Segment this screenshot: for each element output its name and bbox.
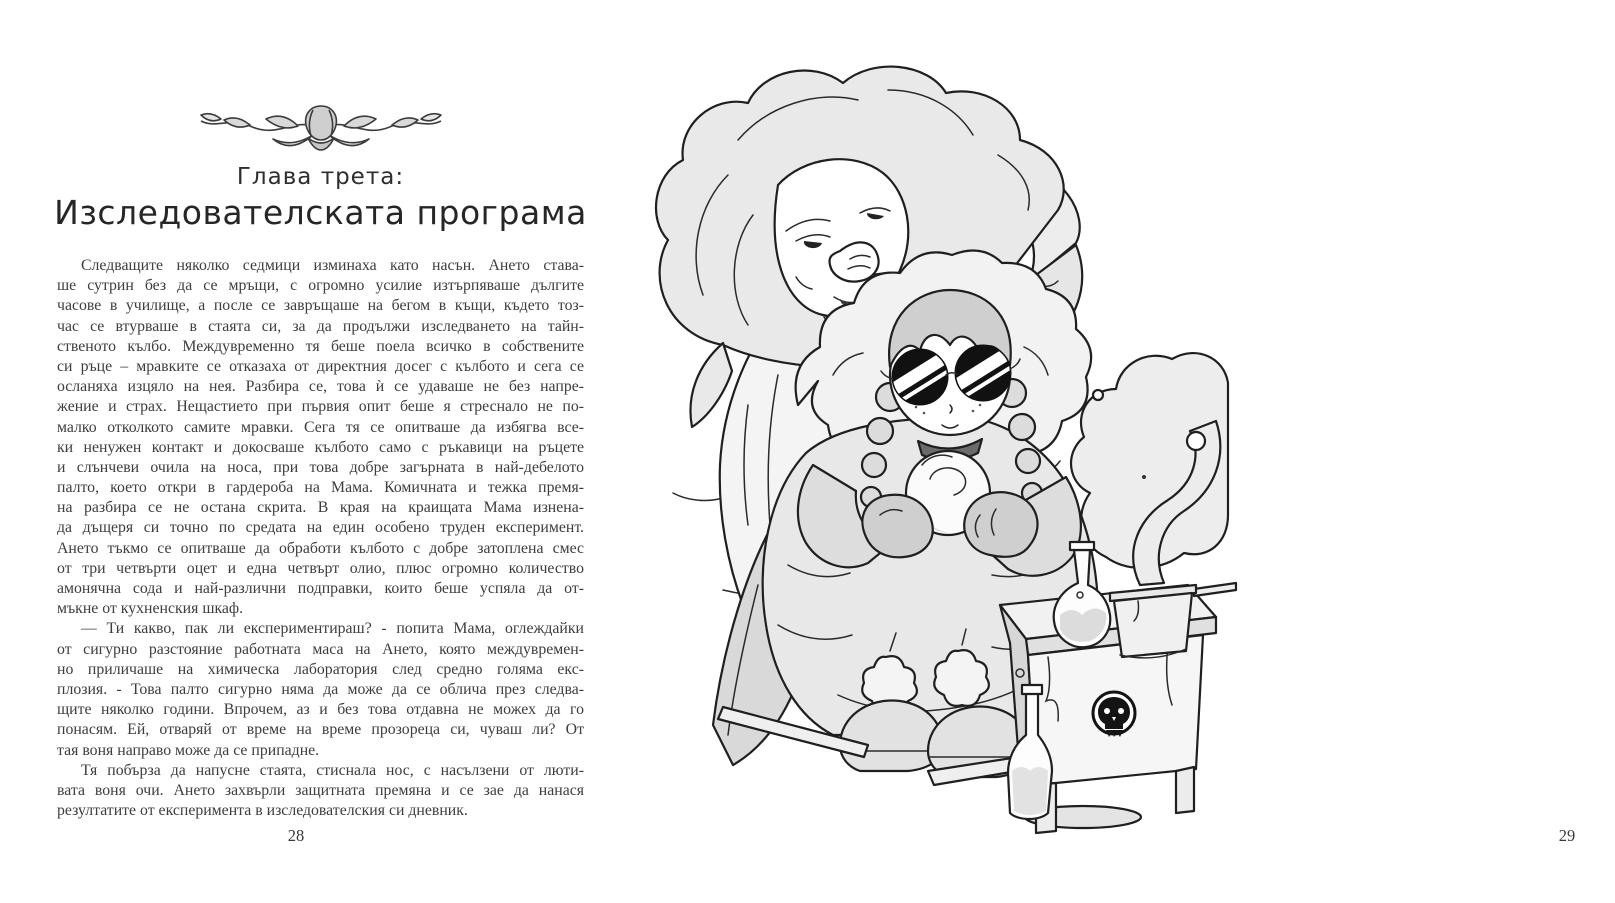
text-column: [54, 0, 587, 903]
left-glove: [862, 495, 932, 558]
text-line: малко отколкото самите мравки. Сега тя се опитваше да избягва все-: [57, 418, 584, 436]
text-line: Ането тъкмо се опитваше да обработи кълбото с добре затоплена смес: [57, 539, 584, 557]
text-line: Тя побърза да напусне стаята, стиснала нос, с насълзени от люти-: [81, 761, 584, 779]
text-line: жение и страх. Нещастието при първия опит беше я стреснало не по-: [57, 398, 584, 416]
page-number-left: 28: [287, 826, 305, 845]
text-line: да дъщеря си точно по средата на един особено труден експеримент.: [57, 519, 584, 537]
text-line: мъкне от кухненския шкаф.: [57, 600, 244, 618]
text-line: амонячна сода и най-различни подправки, които беше успяла да от-: [57, 580, 584, 597]
text-line: палто, което откри в гардероба на Мама. Комичната и тежка премя-: [57, 479, 584, 497]
text-line: ше сутрин без да се мръщи, с огромно усилие изтърпяваше дългите: [57, 277, 584, 295]
text-line: — Ти какво, пак ли експериментираш? - попита Мама, оглеждайки: [81, 620, 584, 638]
text-line: от три четвърти оцет и една четвърт олио, плюс огромно количество: [57, 559, 584, 577]
text-line: осланяха изцяло на нея. Разбира се, това ѝ се удаваше не без напре-: [57, 378, 584, 396]
text-line: тая воня направо може да се припадне.: [57, 741, 320, 759]
text-line: от сигурно разстояние работната маса на Ането, която междувремен-: [57, 640, 584, 658]
text-line: и слънчеви очила на носа, при това добре загърната в най-дебелото: [57, 458, 584, 476]
text-line: но приличаше на химическа лаборатория след средно голяма екс-: [57, 660, 584, 678]
text-line: часове в училище, а после се завръщаше на бегом в къщи, където тоз-: [57, 297, 584, 315]
illustration-mother-and-girl-with-orb: [628, 45, 1240, 863]
chapter-title: Изследователската програма: [54, 193, 587, 232]
text-line: плозия. - Това палто сигурно няма да може да се облича през следва-: [57, 680, 584, 698]
left-page: [0, 0, 623, 903]
text-line: си ръце – мравките се отказаха от директния досег с кълбото и сега се: [57, 357, 584, 375]
text-line: понасям. Ей, отваряй от време на време прозореца си, чуваш ли? От: [57, 721, 584, 739]
page-number-right: 29: [1558, 826, 1576, 845]
right-page: [623, 0, 1576, 903]
text-line: Следващите няколко седмици изминаха като насън. Ането става-: [81, 257, 584, 274]
chapter-label: Глава трета:: [236, 164, 405, 190]
text-line: резултатите от експеримента в изследователския си дневник.: [57, 802, 468, 820]
text-line: час се втурваше в стаята си, за да продължи изследването на тайн-: [57, 317, 584, 335]
text-line: щите няколко години. Впрочем, аз и без това отдавна не можех да го: [57, 701, 584, 719]
body-text: [57, 256, 584, 821]
chapter-ornament-flourish: [196, 94, 446, 156]
text-line: ки ненужен контакт и докосваше кълбото само с ръкавици на ръцете: [57, 438, 584, 456]
text-line: ственото кълбо. Междувременно тя беше поела всичко в собствените: [57, 337, 584, 355]
text-line: вата воня очи. Ането захвърли защитната премяна и се зае да нанася: [57, 781, 584, 799]
text-line: на разбира се не остана скрита. В края на краищата Мама изнена-: [57, 499, 584, 517]
